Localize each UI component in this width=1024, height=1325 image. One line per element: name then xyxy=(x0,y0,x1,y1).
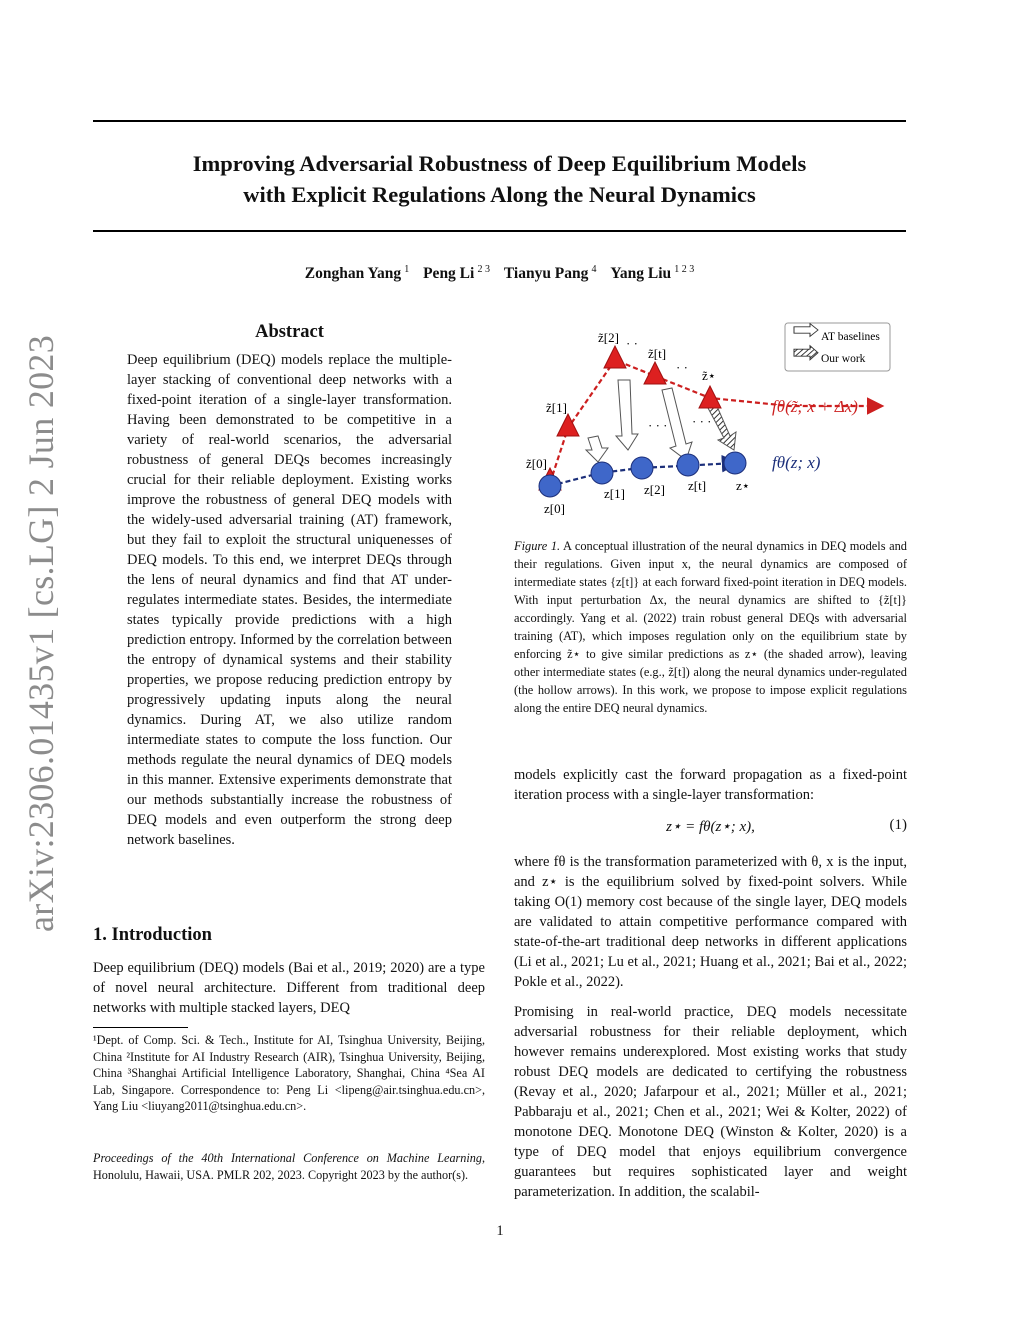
title-bottom-rule xyxy=(93,230,906,232)
z-clean-0 xyxy=(539,475,561,497)
affiliation-footnote: ¹Dept. of Comp. Sci. & Tech., Institute for AI, Tsinghua University, Beijing, China ²Institute for AI Industry Research (AIR), Tsinghua University, Beijing, China ³Shanghai Artificial Intelligence Laboratory, Shanghai, China ⁴Sea AI Lab, Singapore. Correspondence to: Peng Li <lipeng@air.tsinghua.edu.cn>, Yang Liu <liuyang2011@tsinghua.edu.cn>. xyxy=(93,1033,485,1113)
legend xyxy=(785,323,890,371)
svg-text:· · ·: · · · xyxy=(692,414,712,429)
author-list xyxy=(93,264,906,283)
author: Yang Liu $^{1 2 3}$ xyxy=(610,264,695,283)
legend-at: AT baselines xyxy=(821,331,880,343)
z-clean-2 xyxy=(631,457,653,479)
intro-paragraph: Deep equilibrium (DEQ) models (Bai et al., 2019; 2020) are a type of novel neural architecture. Different from traditional deep networks with multiple stacked layers, DEQ xyxy=(93,960,485,1016)
z-adv-1 xyxy=(557,414,579,436)
footnote-rule xyxy=(93,1027,188,1028)
label-z-t: z[t] xyxy=(688,478,707,493)
figure-caption xyxy=(514,537,907,717)
svg-text:· ·: · · xyxy=(626,336,638,351)
z-adv-2 xyxy=(604,346,626,368)
figure-1-diagram xyxy=(520,318,900,523)
abstract-text: Deep equilibrium (DEQ) models replace the multiple-layer stacking of conventional deep networks with a fixed-point iteration of a single-layer transformation. Having been demonstrated to be competitive in a variety of real-world scenarios, the adversarial robustness of general DEQs becomes increasingly crucial for their reliable deployment. Existing works improve the robustness of general DEQ models with the widely-used adversarial training (AT) framework, but they fail to exploit the structural uniquenesses of DEQ models. To this end, we interpret DEQs through the lens of neural dynamics and find that AT under-regulates intermediate states. Besides, the intermediate states typically provide predictions with a high prediction entropy. Informed by the correlation between the entropy of dynamical systems and their stability properties, we propose reducing prediction entropy by progressively updating inputs along the neural dynamics. During AT, we also utilize random intermediate states to compute the loss function. Our methods regulate the neural dynamics of DEQ models in this manner. Extensive experiments demonstrate that our methods substantially increase the robustness of DEQ models and even outperform the strong deep network baselines. xyxy=(127,352,452,848)
label-z-2: z[2] xyxy=(644,482,665,497)
label-z-adv-2: z̃[2] xyxy=(598,330,619,345)
abstract-heading: Abstract xyxy=(255,322,324,342)
label-z-star: z⋆ xyxy=(736,478,750,493)
label-z-1: z[1] xyxy=(604,486,625,501)
proceedings-venue: Proceedings of the 40th International Conference on Machine Learning xyxy=(93,1151,482,1165)
caption-label: Figure 1. xyxy=(514,539,561,553)
title-line-2: with Explicit Regulations Along the Neural Dynamics xyxy=(243,182,756,207)
right-paragraph-3: Promising in real-world practice, DEQ models necessitate adversarial robustness for their reliable deployment, which however remains underexplored. Most existing works that study robust DEQ models are dedicated to certifying the robustness (Revay et al., 2020; Jafarpour et al., 2021; Müller et al., 2021; Pabbaraju et al., 2021; Chen et al., 2021; Wei & Kolter, 2022) of monotone DEQ. Monotone DEQ (Winston & Kolter, 2020) is a type of DEQ model that enjoys equilibrium convergence guarantees but requires sophisticated layer and weight parameterization. In addition, the scalabil- xyxy=(514,1004,907,1200)
f-clean-label: fθ(z; x) xyxy=(772,453,821,472)
f-adv-label: fθ(z̃; x + Δx) xyxy=(772,397,858,416)
right-paragraph-1: models explicitly cast the forward propagation as a fixed-point iteration process with a single-layer transformation: xyxy=(514,767,907,803)
page-number: 1 xyxy=(496,1223,504,1239)
proceedings-details: , Honolulu, Hawaii, USA. PMLR 202, 2023. Copyright 2023 by the author(s). xyxy=(93,1151,485,1182)
equation-body: z⋆ = fθ(z⋆; x), xyxy=(666,819,755,835)
equation-number: (1) xyxy=(889,817,907,833)
label-z-adv-t: z̃[t] xyxy=(648,346,667,361)
z-adv-star xyxy=(699,386,721,408)
section-heading: 1. Introduction xyxy=(93,925,212,945)
author: Tianyu Pang $^4$ xyxy=(503,264,597,283)
proceedings-note xyxy=(93,1150,485,1183)
legend-ours: Our work xyxy=(821,353,866,365)
z-adv-t xyxy=(644,362,666,384)
title-line-1: Improving Adversarial Robustness of Deep Equilibrium Models xyxy=(192,151,807,176)
z-clean-1 xyxy=(591,462,613,484)
shaded-arrow xyxy=(708,404,736,450)
label-z-adv-star: z̃⋆ xyxy=(702,368,716,383)
top-rule xyxy=(93,120,906,122)
z-clean-t xyxy=(677,454,699,476)
right-paragraph-2: where fθ is the transformation parameterized with θ, x is the input, and z⋆ is the equilibrium solved by fixed-point solvers. While taking O(1) memory cost because of the single layer, DEQ models are validated to attain competitive performance compared with state-of-the-art traditional deep networks in different applications (Li et al., 2021; Lu et al., 2021; Huang et al., 2021; Bai et al., 2022; Pokle et al., 2022). xyxy=(514,854,907,990)
arxiv-stamp: arXiv:2306.01435v1 [cs.LG] 2 Jun 2023 xyxy=(21,334,61,932)
z-clean-star xyxy=(724,452,746,474)
label-z-0: z[0] xyxy=(544,501,565,516)
hollow-arrow-2 xyxy=(586,436,608,462)
caption-text: A conceptual illustration of the neural dynamics in DEQ models and their regulations. Given input x, the neural dynamics are composed of intermediate states {z[t]} at each forward fixed-point iteration in DEQ models. With input perturbation Δx, the neural dynamics are shifted to {z̃[t]} accordingly. Yang et al. (2022) train robust general DEQs with adversarial training (AT), which imposes regulation only on the equilibrium state by enforcing z̃⋆ to give similar predictions as z⋆ (the shaded arrow), leaving other intermediate states (e.g., z̃[t]) along the neural dynamics under-regulated (the hollow arrows). In this work, we propose to impose explicit regulations along the entire DEQ neural dynamics. xyxy=(514,539,907,715)
hollow-arrow-1 xyxy=(616,380,638,450)
svg-text:· · ·: · · · xyxy=(648,418,668,433)
label-z-adv-1: z̃[1] xyxy=(546,400,567,415)
label-z-adv-0: z̃[0] xyxy=(526,456,547,471)
author: Zonghan Yang $^1$ xyxy=(304,264,410,283)
author: Peng Li $^{2 3}$ xyxy=(423,264,490,283)
svg-text:· ·: · · xyxy=(676,360,688,375)
paper-title xyxy=(93,148,906,210)
